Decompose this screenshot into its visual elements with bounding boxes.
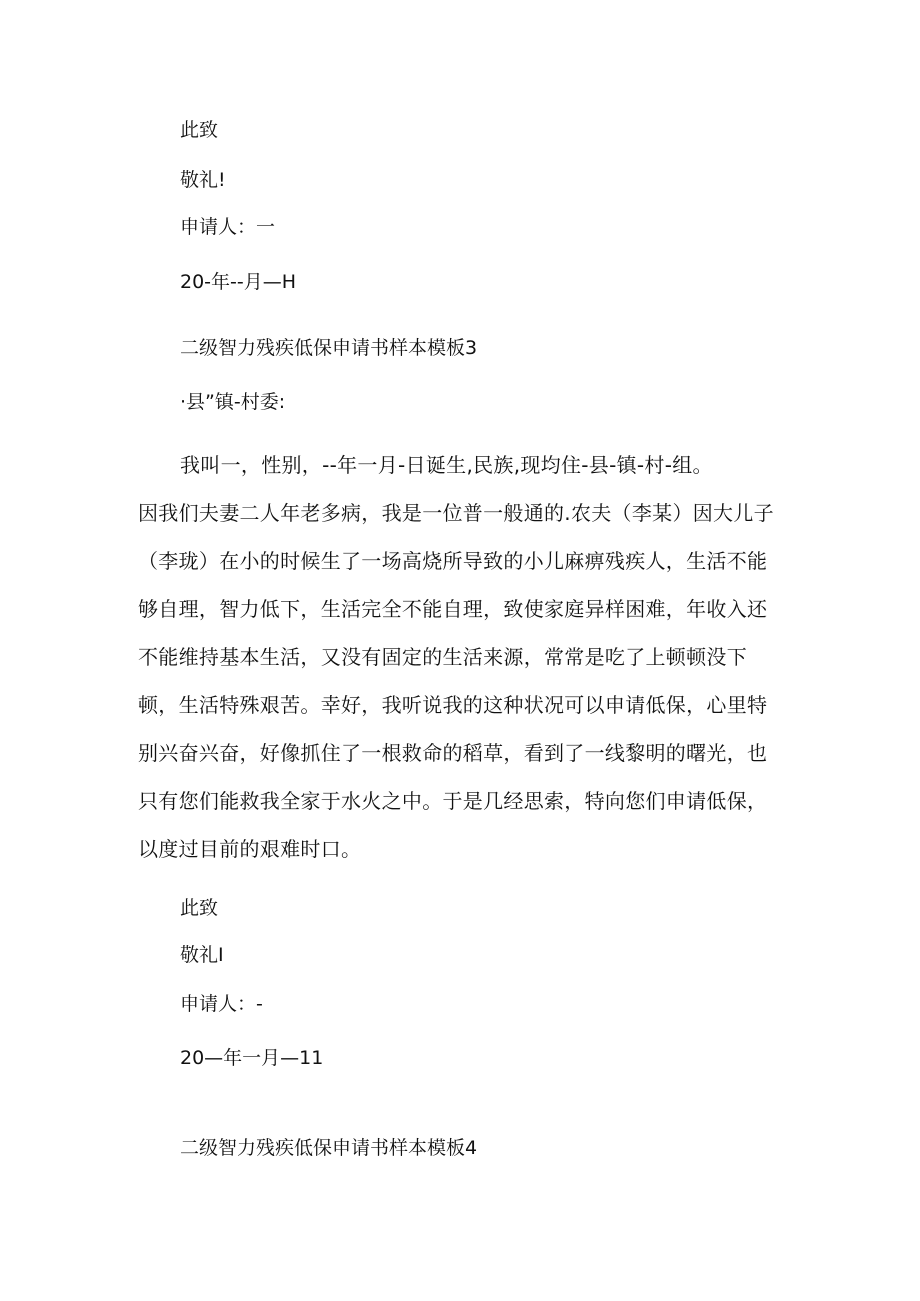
salute-text-2: 敬礼I bbox=[180, 944, 224, 966]
template-3-title: 二级智力残疾低保申请书样本模板3 bbox=[180, 337, 478, 359]
recipient-line: ·县”镇-村委: bbox=[180, 391, 286, 413]
body-rest: 因我们夫妻二人年老多病，我是一位普一般通的.农夫（李某）因大儿子（李珑）在小的时候生了一场高烧所导致的小儿麻痹残疾人，生活不能够自理，智力低下，生活完全不能自理，致使家庭异样困难，年收入还不能维持基本生活，又没有固定的生活来源，常常是吃了上顿顿没下顿，生活特殊艰苦。幸好，我听说我的这种状况可以申请低保，心里特别兴奋兴奋，好像抓住了一根救命的稻草，看到了一线黎明的曙光，也只有您们能救我全家于水火之中。于是几经思索，特向您们申请低保，以度过目前的艰难时口。 bbox=[138, 501, 774, 861]
date-line: 20-年--月—H bbox=[180, 271, 297, 293]
body-first-line: 我叫一，性别，--年一月-日诞生,民族,现均住-县-镇-村-组。 bbox=[180, 453, 713, 477]
application-body bbox=[138, 441, 783, 873]
applicant-line: 申请人：一 bbox=[180, 216, 276, 238]
closing-text: 此致 bbox=[180, 119, 219, 141]
closing-text-2: 此致 bbox=[180, 897, 219, 919]
template-4-title: 二级智力残疾低保申请书样本模板4 bbox=[180, 1137, 478, 1159]
date-line-2: 20—年一月—11 bbox=[180, 1047, 324, 1069]
salute-text: 敬礼! bbox=[180, 169, 226, 191]
applicant-line-2: 申请人：- bbox=[180, 993, 263, 1015]
